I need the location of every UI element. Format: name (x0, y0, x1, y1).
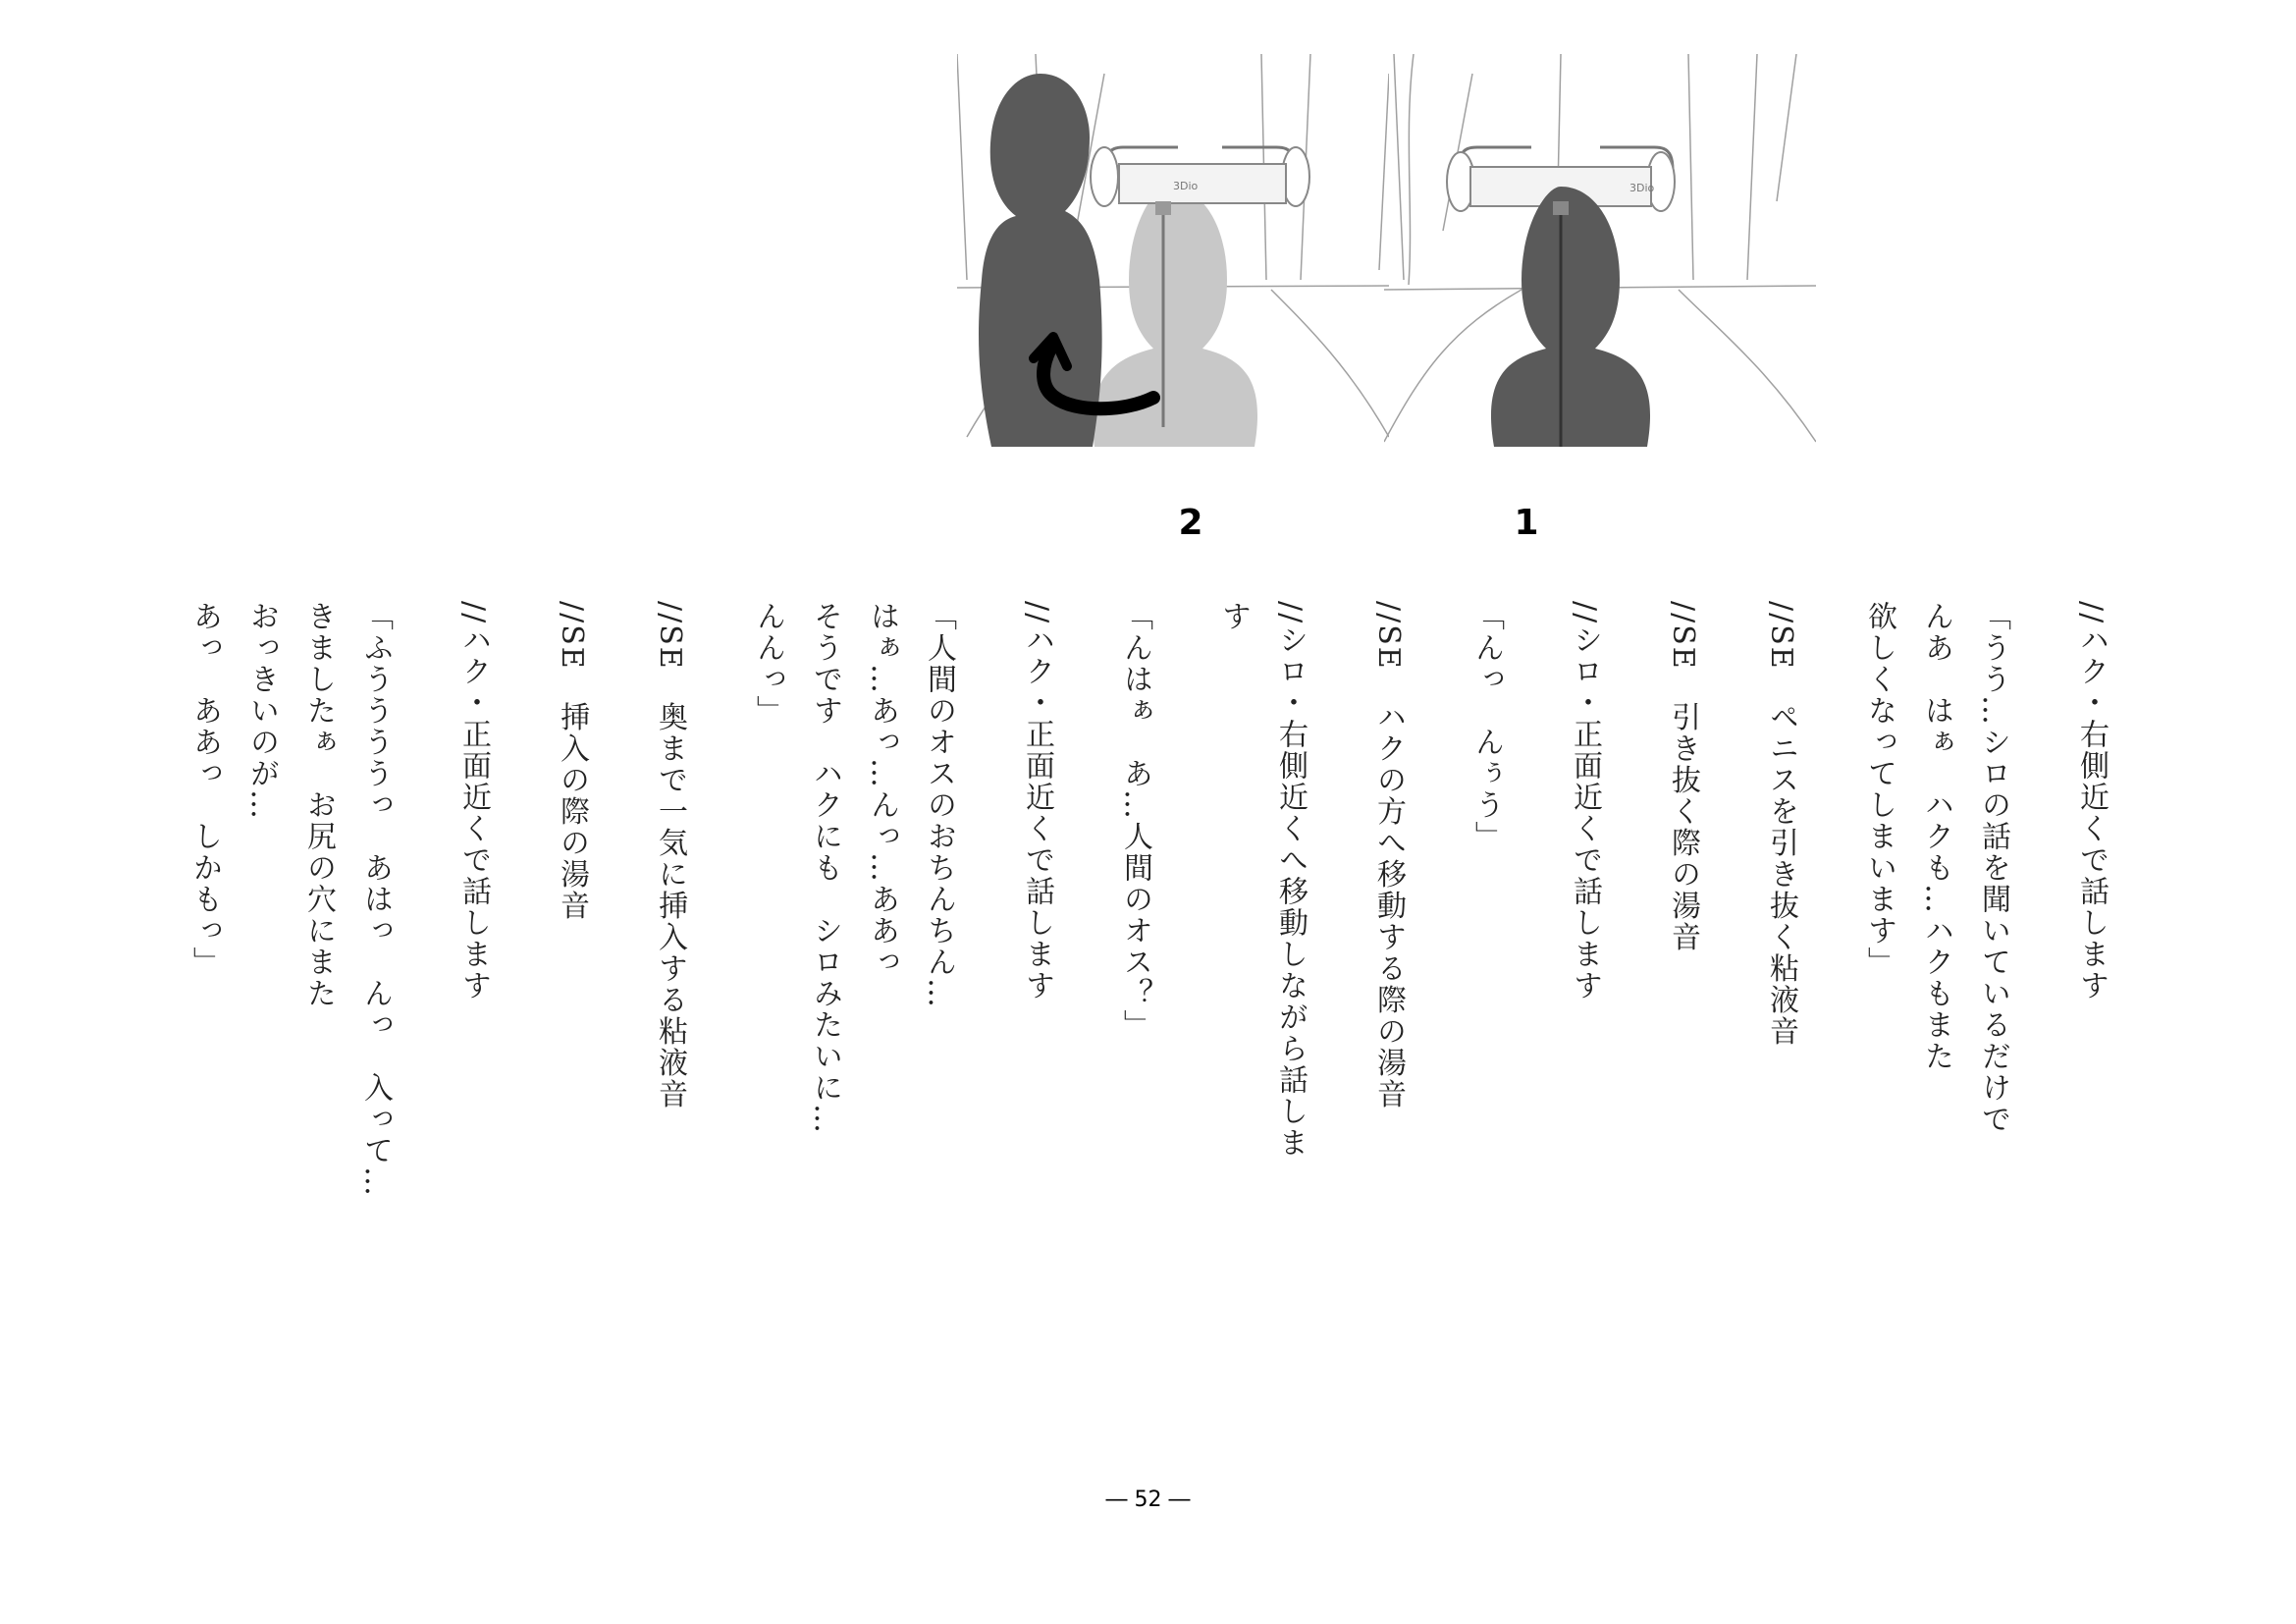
script-line: 「ふううううっ あはっ んっ 入って… (358, 601, 393, 1198)
page-number: ― 52 ― (1105, 1488, 1191, 1512)
dialogue-block (1458, 601, 1515, 1563)
script-line: //ハク・正面近くで話します (1020, 601, 1054, 1002)
figure-2-number: 2 (1178, 503, 1203, 543)
script-line: す (1216, 601, 1251, 632)
script-line: //SE 奥まで一気に挿入する粘液音 (653, 601, 687, 1110)
script-line: あっ ああっ しかもっ」 (187, 601, 222, 978)
stage-direction (1008, 601, 1065, 1563)
script-line: はぁ…あっ…んっ…ああっ (865, 601, 899, 978)
script-line: 「人間のオスのおちんちん… (922, 601, 956, 1009)
script-line: //ハク・右側近くで話します (2074, 601, 2109, 1002)
stage-direction (641, 601, 698, 1563)
stage-direction (1752, 601, 1809, 1563)
script-line: 欲しくなってしまいます」 (1862, 601, 1896, 978)
figure-1-number: 1 (1514, 503, 1539, 543)
stage-direction (2062, 601, 2119, 1563)
figure-2-illustration (957, 54, 1389, 457)
dialogue-block (739, 601, 967, 1563)
figure-1-illustration (1384, 54, 1816, 457)
script-line: そうです ハクにも シロみたいに… (808, 601, 842, 1135)
script-line: //SE ペニスを引き抜く粘液音 (1764, 601, 1798, 1048)
script-line: //SE 挿入の際の湯音 (555, 601, 589, 922)
stage-direction (1556, 601, 1613, 1563)
script-line: 「うう…シロの話を聞いているだけで (1976, 601, 2010, 1135)
script-line: おっきいのが… (244, 601, 279, 821)
script-line: //SE ハクの方へ移動する際の湯音 (1371, 601, 1406, 1110)
stage-direction (1204, 601, 1318, 1563)
script-line: 「んっ んぅう」 (1469, 601, 1504, 852)
mic-label: 3Dio (1629, 182, 1655, 194)
stage-direction (543, 601, 600, 1563)
stage-direction (445, 601, 502, 1563)
stage-direction (1654, 601, 1711, 1563)
dialogue-block (1850, 601, 2021, 1563)
script-line: きましたぁ お尻の穴にまた (301, 601, 336, 1009)
script-line: んあ はぁ ハクも…ハクもまた (1919, 601, 1953, 1072)
mic-label: 3Dio (1173, 180, 1199, 192)
script-line: んんっ」 (751, 601, 785, 727)
dialogue-block (1106, 601, 1163, 1563)
stage-direction (1360, 601, 1416, 1563)
script-line: 「んはぁ あ…人間のオス？」 (1118, 601, 1152, 1041)
script-text (176, 601, 2119, 1563)
script-line: //シロ・右側近くへ移動しながら話しま (1273, 601, 1308, 1160)
script-line: //SE 引き抜く際の湯音 (1666, 601, 1700, 953)
script-line: //シロ・正面近くで話します (1568, 601, 1602, 1002)
dialogue-block (176, 601, 403, 1563)
script-line: //ハク・正面近くで話します (456, 601, 491, 1002)
